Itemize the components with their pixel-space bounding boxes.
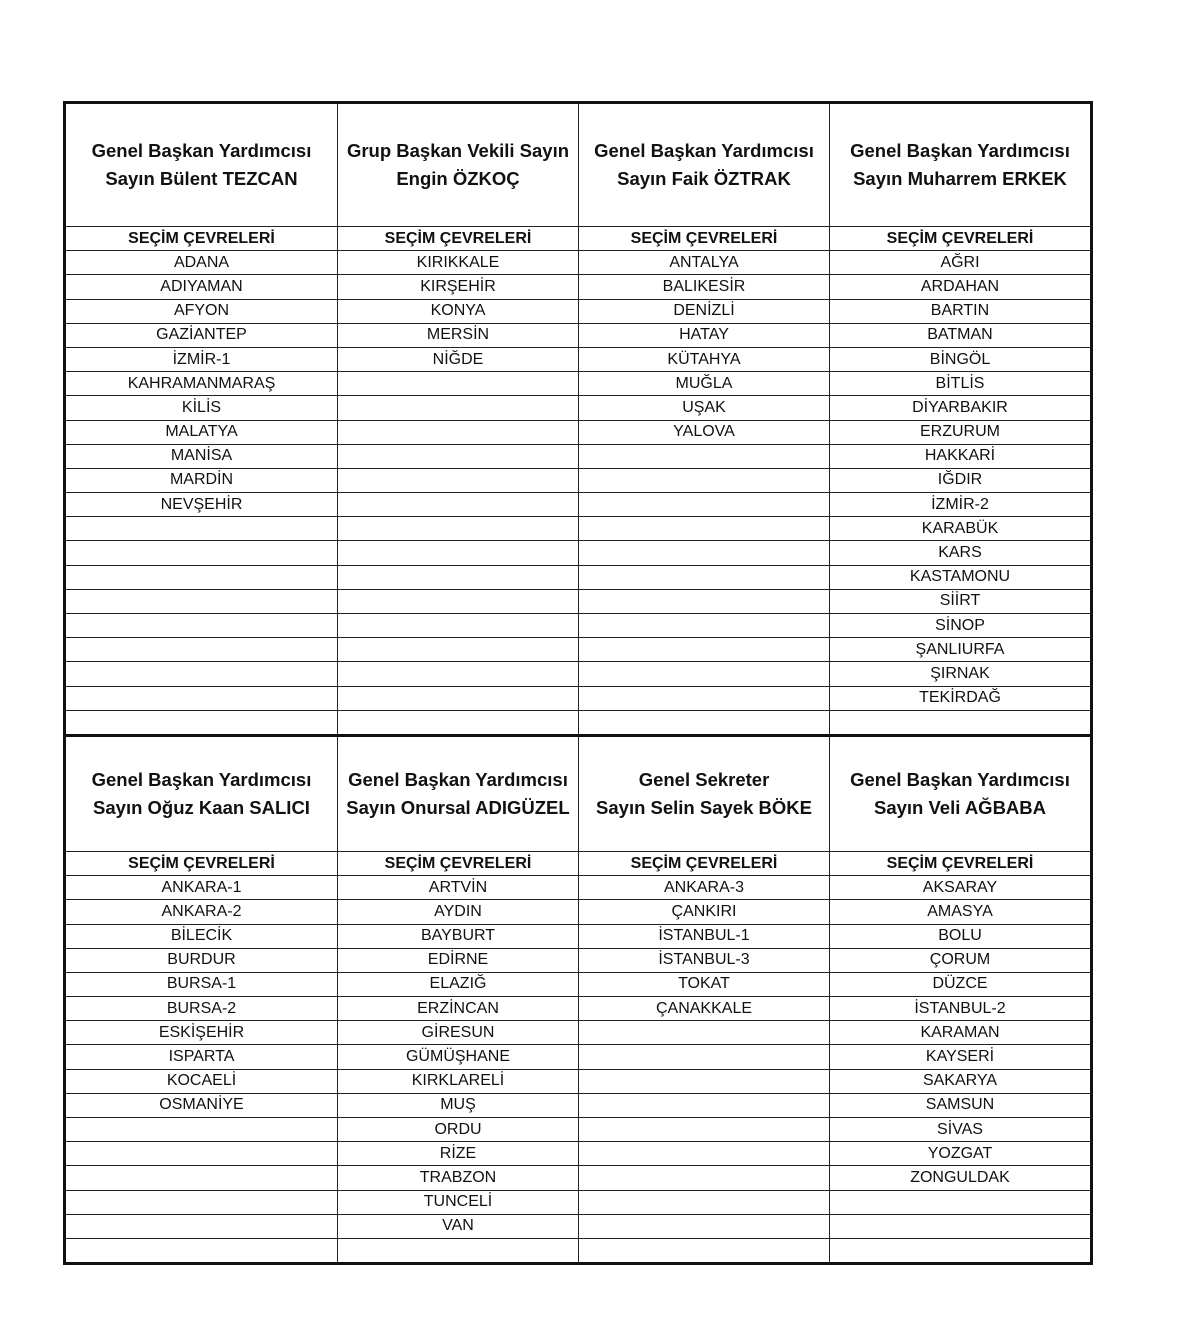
district-cell: İSTANBUL-1 bbox=[579, 924, 830, 948]
district-cell: ŞANLIURFA bbox=[830, 638, 1092, 662]
district-cell bbox=[65, 517, 338, 541]
district-cell: KIRŞEHİR bbox=[338, 275, 579, 299]
official-title-cell bbox=[579, 103, 830, 227]
table-row bbox=[65, 662, 1092, 686]
table-row bbox=[65, 275, 1092, 299]
district-cell: NİĞDE bbox=[338, 347, 579, 371]
table-row bbox=[65, 1021, 1092, 1045]
official-title-cell bbox=[65, 735, 338, 851]
district-cell: ARTVİN bbox=[338, 876, 579, 900]
official-title-cell bbox=[338, 735, 579, 851]
district-cell: MANİSA bbox=[65, 444, 338, 468]
district-cell: KARABÜK bbox=[830, 517, 1092, 541]
table-row bbox=[65, 565, 1092, 589]
district-cell bbox=[579, 444, 830, 468]
table-row bbox=[65, 493, 1092, 517]
official-title-line1: Genel Başkan Yardımcısı bbox=[348, 768, 568, 790]
district-cell bbox=[579, 1069, 830, 1093]
district-cell: ISPARTA bbox=[65, 1045, 338, 1069]
district-cell: KAYSERİ bbox=[830, 1045, 1092, 1069]
section-label: SEÇİM ÇEVRELERİ bbox=[338, 227, 579, 251]
table-row bbox=[65, 517, 1092, 541]
district-cell: IĞDIR bbox=[830, 468, 1092, 492]
table-row bbox=[65, 1069, 1092, 1093]
district-cell: BİLECİK bbox=[65, 924, 338, 948]
district-cell bbox=[65, 1190, 338, 1214]
district-cell bbox=[579, 1045, 830, 1069]
table-row bbox=[65, 1118, 1092, 1142]
district-cell bbox=[338, 420, 579, 444]
official-title-cell bbox=[830, 103, 1092, 227]
table-row bbox=[65, 468, 1092, 492]
district-cell: BATMAN bbox=[830, 323, 1092, 347]
district-cell: KASTAMONU bbox=[830, 565, 1092, 589]
district-cell: ZONGULDAK bbox=[830, 1166, 1092, 1190]
district-cell: SİVAS bbox=[830, 1118, 1092, 1142]
district-cell: BALIKESİR bbox=[579, 275, 830, 299]
table-row bbox=[65, 686, 1092, 710]
district-cell: ANTALYA bbox=[579, 251, 830, 275]
district-cell bbox=[65, 589, 338, 613]
district-cell: ÇORUM bbox=[830, 948, 1092, 972]
district-cell bbox=[338, 614, 579, 638]
district-cell bbox=[579, 686, 830, 710]
district-cell: ADIYAMAN bbox=[65, 275, 338, 299]
district-cell: TUNCELİ bbox=[338, 1190, 579, 1214]
district-cell bbox=[830, 1238, 1092, 1263]
district-cell: GAZİANTEP bbox=[65, 323, 338, 347]
table-row bbox=[65, 876, 1092, 900]
district-cell: KÜTAHYA bbox=[579, 347, 830, 371]
district-cell: GİRESUN bbox=[338, 1021, 579, 1045]
table-body bbox=[65, 103, 1092, 1264]
district-cell: ADANA bbox=[65, 251, 338, 275]
district-cell bbox=[338, 541, 579, 565]
district-cell bbox=[579, 1021, 830, 1045]
district-cell: ERZURUM bbox=[830, 420, 1092, 444]
district-cell bbox=[338, 1238, 579, 1263]
district-cell bbox=[65, 662, 338, 686]
district-cell: SAMSUN bbox=[830, 1093, 1092, 1117]
district-cell bbox=[579, 565, 830, 589]
district-cell bbox=[65, 1214, 338, 1238]
official-title-cell bbox=[830, 735, 1092, 851]
district-cell: SİİRT bbox=[830, 589, 1092, 613]
district-cell: ERZİNCAN bbox=[338, 997, 579, 1021]
official-title-line1: Genel Başkan Yardımcısı bbox=[594, 140, 814, 161]
section-label: SEÇİM ÇEVRELERİ bbox=[338, 851, 579, 875]
official-name-line2: Sayın Bülent TEZCAN bbox=[105, 168, 298, 189]
district-cell: ANKARA-1 bbox=[65, 876, 338, 900]
district-cell: EDİRNE bbox=[338, 948, 579, 972]
official-name-line2: Sayın Oğuz Kaan SALICI bbox=[93, 796, 310, 818]
district-cell: KAHRAMANMARAŞ bbox=[65, 372, 338, 396]
district-cell bbox=[338, 565, 579, 589]
district-cell bbox=[338, 468, 579, 492]
official-name-line2: Sayın Onursal ADIGÜZEL bbox=[346, 796, 570, 818]
district-cell: ANKARA-2 bbox=[65, 900, 338, 924]
district-cell bbox=[65, 710, 338, 735]
section-label: SEÇİM ÇEVRELERİ bbox=[65, 851, 338, 875]
table-row bbox=[65, 1142, 1092, 1166]
district-cell bbox=[338, 686, 579, 710]
district-cell bbox=[579, 1190, 830, 1214]
official-name-line2: Sayın Faik ÖZTRAK bbox=[617, 168, 791, 189]
district-cell: AKSARAY bbox=[830, 876, 1092, 900]
district-cell: MUŞ bbox=[338, 1093, 579, 1117]
official-name-line2: Engin ÖZKOÇ bbox=[396, 168, 520, 189]
official-name-line2: Sayın Muharrem ERKEK bbox=[853, 168, 1067, 189]
district-assignment-table bbox=[63, 101, 1093, 1265]
district-cell bbox=[579, 468, 830, 492]
district-cell: KOCAELİ bbox=[65, 1069, 338, 1093]
section-label-row bbox=[65, 227, 1092, 251]
table-row bbox=[65, 299, 1092, 323]
district-cell: ÇANKIRI bbox=[579, 900, 830, 924]
district-cell bbox=[338, 589, 579, 613]
district-cell bbox=[579, 1214, 830, 1238]
district-cell bbox=[338, 372, 579, 396]
district-cell: TOKAT bbox=[579, 972, 830, 996]
district-cell: İSTANBUL-2 bbox=[830, 997, 1092, 1021]
district-cell: KIRIKKALE bbox=[338, 251, 579, 275]
table-row bbox=[65, 924, 1092, 948]
district-cell: MALATYA bbox=[65, 420, 338, 444]
district-cell bbox=[65, 1166, 338, 1190]
district-cell: SİNOP bbox=[830, 614, 1092, 638]
district-cell: KİLİS bbox=[65, 396, 338, 420]
table-row bbox=[65, 396, 1092, 420]
district-cell: DENİZLİ bbox=[579, 299, 830, 323]
official-title-line1: Genel Başkan Yardımcısı bbox=[850, 140, 1070, 161]
district-cell: ELAZIĞ bbox=[338, 972, 579, 996]
district-cell: KIRKLARELİ bbox=[338, 1069, 579, 1093]
official-title-cell bbox=[338, 103, 579, 227]
table-row bbox=[65, 372, 1092, 396]
district-cell: ÇANAKKALE bbox=[579, 997, 830, 1021]
official-name-line2: Sayın Veli AĞBABA bbox=[873, 796, 1047, 818]
district-cell bbox=[338, 638, 579, 662]
table-row bbox=[65, 638, 1092, 662]
district-cell: İZMİR-1 bbox=[65, 347, 338, 371]
district-cell: SAKARYA bbox=[830, 1069, 1092, 1093]
table-row bbox=[65, 900, 1092, 924]
district-cell bbox=[579, 638, 830, 662]
official-title-line1: Genel Başkan Yardımcısı bbox=[91, 140, 312, 161]
table-row bbox=[65, 1238, 1092, 1263]
district-cell: KARAMAN bbox=[830, 1021, 1092, 1045]
table-row bbox=[65, 948, 1092, 972]
district-cell: BİNGÖL bbox=[830, 347, 1092, 371]
district-cell: AĞRI bbox=[830, 251, 1092, 275]
district-cell bbox=[579, 493, 830, 517]
table-row bbox=[65, 541, 1092, 565]
district-cell: RİZE bbox=[338, 1142, 579, 1166]
district-cell bbox=[65, 638, 338, 662]
district-cell: YALOVA bbox=[579, 420, 830, 444]
table-row bbox=[65, 1093, 1092, 1117]
district-cell: DİYARBAKIR bbox=[830, 396, 1092, 420]
district-cell bbox=[65, 1238, 338, 1263]
district-cell bbox=[338, 493, 579, 517]
district-cell: ANKARA-3 bbox=[579, 876, 830, 900]
table-row bbox=[65, 1190, 1092, 1214]
section-label: SEÇİM ÇEVRELERİ bbox=[579, 851, 830, 875]
district-cell: TRABZON bbox=[338, 1166, 579, 1190]
section-header-row bbox=[65, 735, 1092, 851]
district-cell bbox=[338, 710, 579, 735]
district-cell: OSMANİYE bbox=[65, 1093, 338, 1117]
district-cell: ŞIRNAK bbox=[830, 662, 1092, 686]
district-cell: MARDİN bbox=[65, 468, 338, 492]
district-cell: BURDUR bbox=[65, 948, 338, 972]
official-title-line1: Grup Başkan Vekili Sayın bbox=[346, 140, 570, 161]
district-cell bbox=[579, 1093, 830, 1117]
district-cell: ORDU bbox=[338, 1118, 579, 1142]
district-cell: KONYA bbox=[338, 299, 579, 323]
official-title-cell bbox=[579, 735, 830, 851]
district-cell: AMASYA bbox=[830, 900, 1092, 924]
district-cell: KARS bbox=[830, 541, 1092, 565]
district-cell: YOZGAT bbox=[830, 1142, 1092, 1166]
official-title-cell bbox=[65, 103, 338, 227]
district-cell bbox=[338, 444, 579, 468]
district-cell bbox=[65, 541, 338, 565]
table-row bbox=[65, 972, 1092, 996]
district-cell: HATAY bbox=[579, 323, 830, 347]
district-cell: MERSİN bbox=[338, 323, 579, 347]
district-cell bbox=[65, 614, 338, 638]
section-label: SEÇİM ÇEVRELERİ bbox=[830, 851, 1092, 875]
district-cell bbox=[579, 662, 830, 686]
section-label: SEÇİM ÇEVRELERİ bbox=[579, 227, 830, 251]
district-cell bbox=[579, 541, 830, 565]
district-cell bbox=[579, 614, 830, 638]
district-cell: TEKİRDAĞ bbox=[830, 686, 1092, 710]
table-row bbox=[65, 1214, 1092, 1238]
table-row bbox=[65, 1166, 1092, 1190]
district-cell: DÜZCE bbox=[830, 972, 1092, 996]
district-cell bbox=[579, 589, 830, 613]
district-cell bbox=[338, 517, 579, 541]
district-cell bbox=[830, 1214, 1092, 1238]
table-row bbox=[65, 589, 1092, 613]
table-row bbox=[65, 1045, 1092, 1069]
district-cell: ARDAHAN bbox=[830, 275, 1092, 299]
table-row bbox=[65, 710, 1092, 735]
district-cell: BİTLİS bbox=[830, 372, 1092, 396]
table-row bbox=[65, 997, 1092, 1021]
district-cell bbox=[579, 710, 830, 735]
table-row bbox=[65, 347, 1092, 371]
district-cell: BOLU bbox=[830, 924, 1092, 948]
district-cell bbox=[830, 710, 1092, 735]
district-cell bbox=[579, 1142, 830, 1166]
table-row bbox=[65, 444, 1092, 468]
district-cell bbox=[579, 1238, 830, 1263]
table-row bbox=[65, 614, 1092, 638]
district-cell bbox=[830, 1190, 1092, 1214]
district-cell bbox=[579, 517, 830, 541]
district-cell bbox=[338, 662, 579, 686]
district-cell: BURSA-1 bbox=[65, 972, 338, 996]
section-label: SEÇİM ÇEVRELERİ bbox=[65, 227, 338, 251]
district-cell bbox=[338, 396, 579, 420]
district-cell bbox=[65, 686, 338, 710]
district-cell bbox=[65, 1142, 338, 1166]
district-cell: ESKİŞEHİR bbox=[65, 1021, 338, 1045]
official-title-line1: Genel Sekreter bbox=[638, 768, 770, 790]
district-cell: AYDIN bbox=[338, 900, 579, 924]
district-cell bbox=[579, 1118, 830, 1142]
section-header-row bbox=[65, 103, 1092, 227]
district-cell bbox=[579, 1166, 830, 1190]
district-cell: BAYBURT bbox=[338, 924, 579, 948]
section-label-row bbox=[65, 851, 1092, 875]
district-cell: BARTIN bbox=[830, 299, 1092, 323]
table-row bbox=[65, 251, 1092, 275]
district-cell: İZMİR-2 bbox=[830, 493, 1092, 517]
district-cell: UŞAK bbox=[579, 396, 830, 420]
official-title-line1: Genel Başkan Yardımcısı bbox=[850, 768, 1070, 790]
district-cell: HAKKARİ bbox=[830, 444, 1092, 468]
district-cell: BURSA-2 bbox=[65, 997, 338, 1021]
district-cell: AFYON bbox=[65, 299, 338, 323]
district-cell bbox=[65, 565, 338, 589]
district-cell: İSTANBUL-3 bbox=[579, 948, 830, 972]
district-cell bbox=[65, 1118, 338, 1142]
table-row bbox=[65, 323, 1092, 347]
district-cell: NEVŞEHİR bbox=[65, 493, 338, 517]
official-name-line2: Sayın Selin Sayek BÖKE bbox=[596, 796, 812, 818]
official-title-line1: Genel Başkan Yardımcısı bbox=[91, 768, 312, 790]
section-label: SEÇİM ÇEVRELERİ bbox=[830, 227, 1092, 251]
district-cell: MUĞLA bbox=[579, 372, 830, 396]
district-cell: VAN bbox=[338, 1214, 579, 1238]
district-cell: GÜMÜŞHANE bbox=[338, 1045, 579, 1069]
table-row bbox=[65, 420, 1092, 444]
